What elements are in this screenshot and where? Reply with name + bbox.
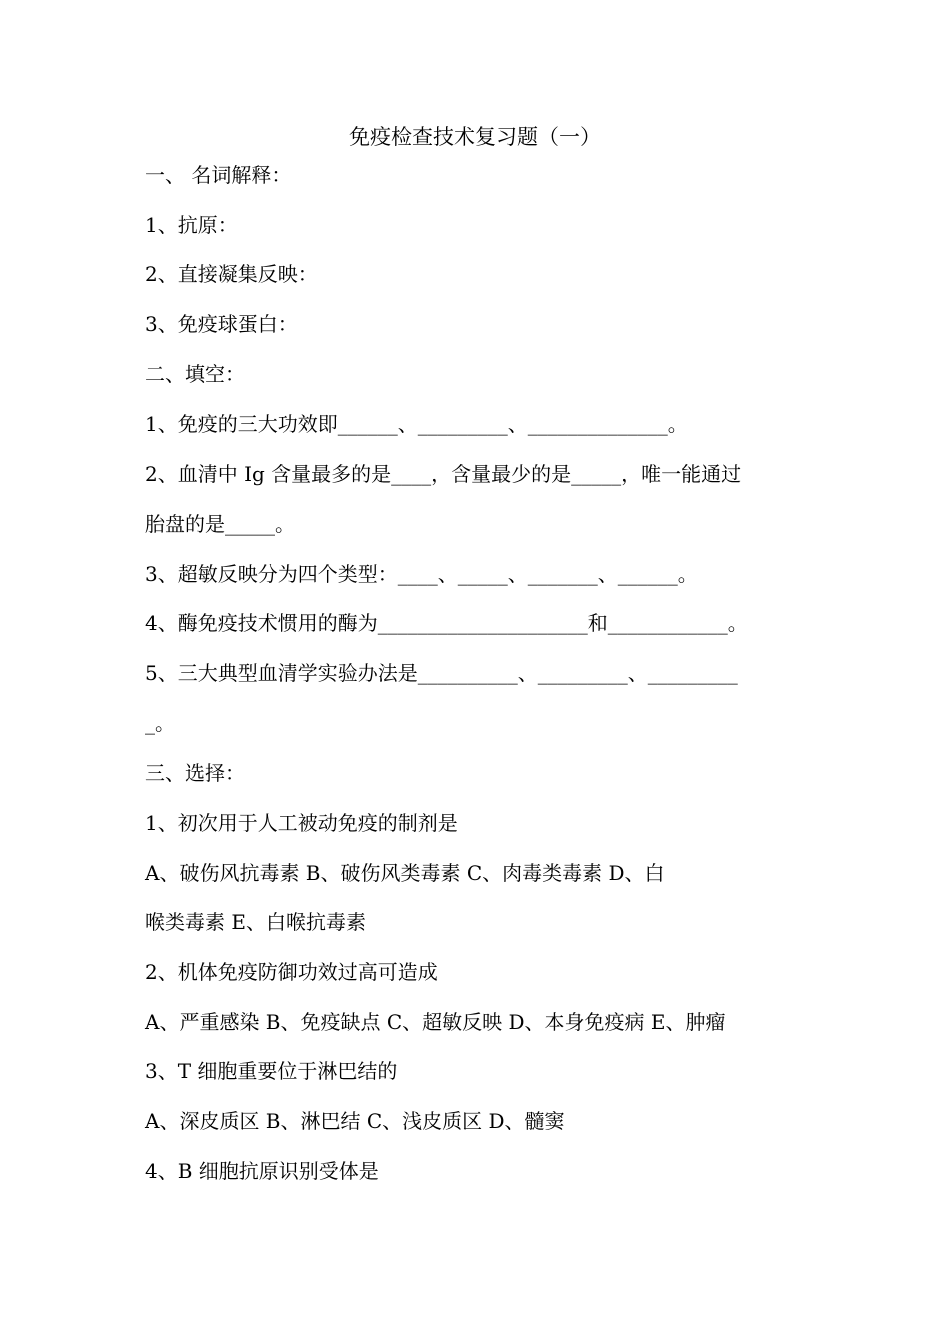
- answer-options: A、破伤风抗毒素 B、破伤风类毒素 C、肉毒类毒素 D、白: [145, 861, 665, 885]
- question-line: 1、免疫的三大功效即______、_________、______________。: [145, 412, 688, 436]
- question-line: 3、免疫球蛋白：: [145, 312, 298, 336]
- section-heading-fill: 二、填空：: [145, 362, 245, 386]
- question-line: 1、抗原：: [145, 213, 238, 237]
- section-heading-terms: 一、 名词解释：: [145, 163, 292, 187]
- question-line: 1、初次用于人工被动免疫的制剂是: [145, 811, 458, 835]
- answer-options: A、深皮质区 B、淋巴结 C、浅皮质区 D、髓窦: [145, 1109, 565, 1133]
- question-line: 3、超敏反映分为四个类型：____、_____、_______、______。: [145, 562, 698, 586]
- answer-options: A、严重感染 B、免疫缺点 C、超敏反映 D、本身免疫病 E、肿瘤: [145, 1010, 726, 1034]
- question-line: 3、T 细胞重要位于淋巴结的: [145, 1059, 398, 1083]
- question-line: 2、血清中 Ig 含量最多的是____，含量最少的是_____，唯一能通过: [145, 462, 742, 486]
- question-line: 4、B 细胞抗原识别受体是: [145, 1159, 379, 1183]
- question-line: 4、酶免疫技术惯用的酶为_____________________和____________。: [145, 611, 748, 635]
- document-title: 免疫检查技术复习题（一）: [349, 125, 601, 149]
- question-line: 2、机体免疫防御功效过高可造成: [145, 960, 438, 984]
- answer-options-continued: 喉类毒素 E、白喉抗毒素: [145, 910, 366, 934]
- question-line: 2、直接凝集反映：: [145, 262, 318, 286]
- question-line-continued: 胎盘的是_____。: [145, 512, 295, 536]
- section-heading-choice: 三、选择：: [145, 761, 245, 785]
- question-line-continued: _。: [145, 711, 175, 735]
- question-line: 5、三大典型血清学实验办法是__________、_________、_________: [145, 661, 738, 685]
